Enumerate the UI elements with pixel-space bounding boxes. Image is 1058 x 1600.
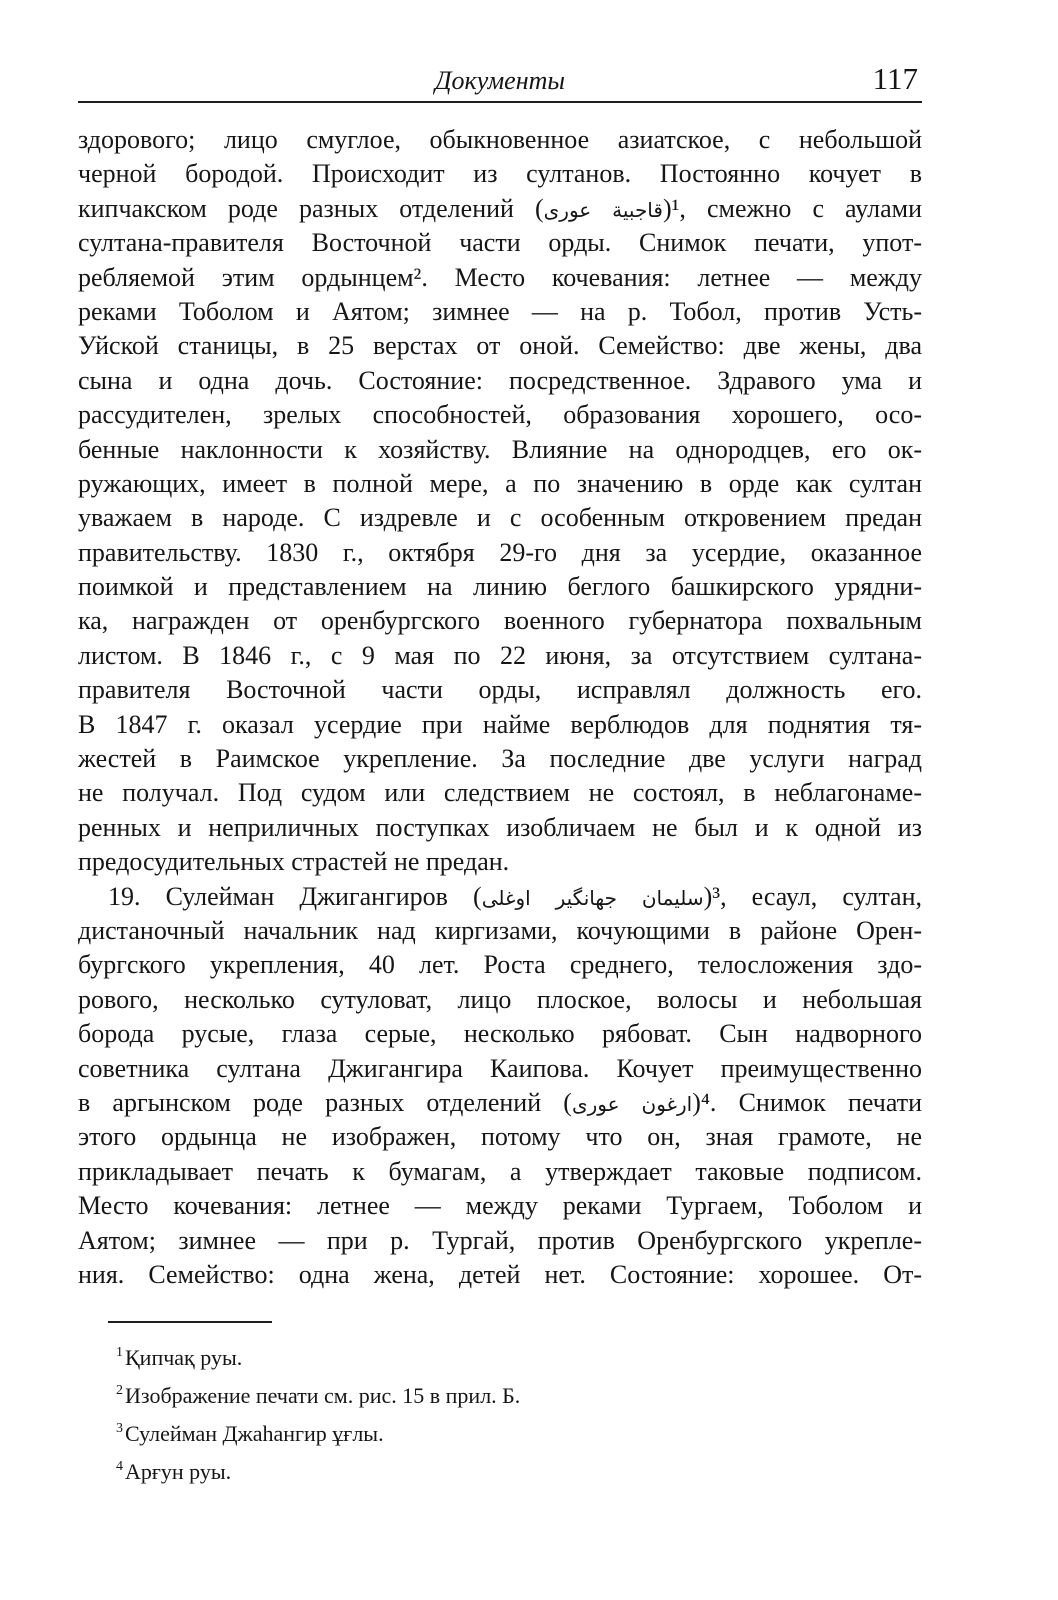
text-line: предосудительных страстей не предан. <box>78 847 510 877</box>
running-title: Документы <box>434 66 565 95</box>
arabic-text: ارغون عوری <box>571 1091 693 1116</box>
arabic-text: سلیمان جهانگیر اوغلی <box>481 885 704 910</box>
text-line: рассудителен, зрелых способностей, образования хорошего, осо- <box>78 400 922 430</box>
text-line: Аятом; зимнее — при р. Тургай, против Оренбургского укрепле- <box>78 1225 922 1255</box>
text-line: этого ордынца не изображен, потому что он, зная грамоте, не <box>78 1122 922 1152</box>
page-number: 117 <box>872 61 918 96</box>
page-header <box>78 60 922 103</box>
text-line: бургского укрепления, 40 лет. Роста среднего, телосложения здо- <box>78 950 922 980</box>
paragraph <box>78 880 922 1293</box>
footnote <box>116 1341 916 1379</box>
footnote-mark: 4 <box>116 1459 123 1474</box>
text-line: бенные наклонности к хозяйству. Влияние на однородцев, его ок- <box>78 434 922 464</box>
text-segment: )⁴. Снимок печати <box>692 1087 922 1117</box>
footnote <box>116 1379 916 1417</box>
arabic-text: قاجبیة عوری <box>543 197 663 222</box>
footnotes <box>116 1341 916 1493</box>
footnote <box>116 1455 916 1493</box>
text-segment: кипчакском роде разных отделений ( <box>78 193 544 223</box>
text-line: рового, несколько сутуловат, лицо плоское, волосы и небольшая <box>78 984 922 1014</box>
text-line <box>78 192 922 226</box>
text-line: прикладывает печать к бумагам, а утверждает таковые подписом. <box>78 1156 922 1186</box>
text-line: правителя Восточной части орды, исправлял должность его. <box>78 675 922 705</box>
text-line: правительству. 1830 г., октября 29-го дня за усердие, оказанное <box>78 537 922 567</box>
footnote-mark: 2 <box>116 1383 123 1398</box>
footnote <box>116 1417 916 1455</box>
footnote-mark: 3 <box>116 1421 123 1436</box>
footnote-text: Арғун руы. <box>125 1459 232 1484</box>
text-line <box>78 880 922 914</box>
text-line: уважаем в народе. С издревле и с особенным откровением предан <box>78 503 922 533</box>
text-line: сына и одна дочь. Состояние: посредственное. Здравого ума и <box>78 365 922 395</box>
text-line: ния. Семейство: одна жена, детей нет. Состояние: хорошее. От- <box>78 1259 922 1289</box>
text-line: Уйской станицы, в 25 верстах от оной. Семейство: две жены, два <box>78 331 922 361</box>
text-line: ребляемой этим ордынцем². Место кочевания: летнее — между <box>78 262 922 292</box>
text-line: поимкой и представлением на линию беглого башкирского урядни- <box>78 572 922 602</box>
text-segment: в аргынском роде разных отделений ( <box>78 1087 572 1117</box>
text-line: борода русые, глаза серые, несколько рябоват. Сын надворного <box>78 1019 922 1049</box>
text-line: султана-правителя Восточной части орды. Снимок печати, упот- <box>78 228 922 258</box>
footnote-text: Қипчақ руы. <box>125 1345 243 1370</box>
body-text <box>78 123 922 1292</box>
paragraph <box>78 123 922 880</box>
text-line: Место кочевания: летнее — между реками Тургаем, Тоболом и <box>78 1191 922 1221</box>
text-line: здорового; лицо смуглое, обыкновенное азиатское, с небольшой <box>78 125 922 154</box>
text-segment: )¹, смежно с аулами <box>662 193 922 223</box>
text-line: дистаночный начальник над киргизами, кочующими в районе Орен- <box>78 915 922 945</box>
text-line: листом. В 1846 г., с 9 мая по 22 июня, за отсутствием султана- <box>78 640 922 670</box>
text-segment: 19. Сулейман Джигангиров ( <box>108 881 482 911</box>
text-line: реками Тоболом и Аятом; зимнее — на р. Тобол, против Усть- <box>78 296 922 326</box>
text-line: В 1847 г. оказал усердие при найме верблюдов для поднятия тя- <box>78 709 922 739</box>
text-line: черной бородой. Происходит из султанов. Постоянно кочует в <box>78 159 922 189</box>
text-line <box>78 1086 922 1120</box>
footnote-text: Изображение печати см. рис. 15 в прил. Б. <box>125 1383 521 1408</box>
text-line: ренных и неприличных поступках изобличаем не был и к одной из <box>78 812 922 842</box>
text-line: ка, награжден от оренбургского военного губернатора похвальным <box>78 606 922 636</box>
footnote-rule <box>108 1321 272 1323</box>
text-line: жестей в Раимское укрепление. За последние две услуги наград <box>78 744 922 774</box>
footnote-text: Сулейман Джаһангир ұғлы. <box>125 1421 384 1446</box>
text-line: ружающих, имеет в полной мере, а по значению в орде как султан <box>78 468 922 498</box>
footnote-mark: 1 <box>116 1345 123 1360</box>
text-segment: )³, есаул, султан, <box>703 881 923 911</box>
text-line: советника султана Джигангира Каипова. Кочует преимущественно <box>78 1053 922 1083</box>
text-line: не получал. Под судом или следствием не состоял, в неблагонаме- <box>78 778 922 808</box>
